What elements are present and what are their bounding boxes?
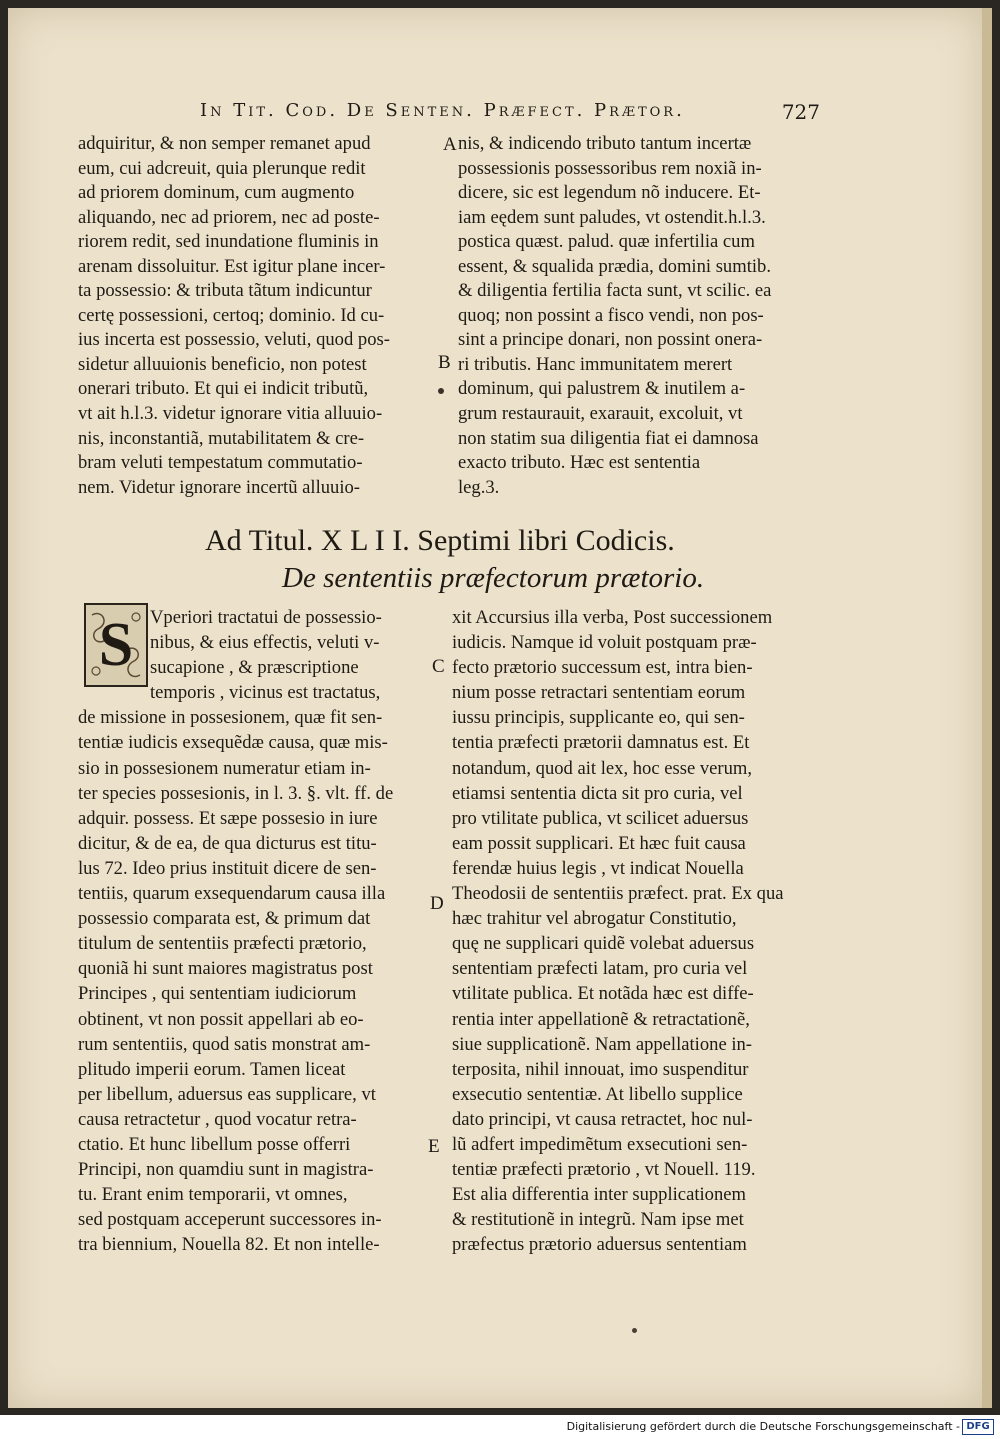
margin-letter-b: B (438, 352, 451, 373)
text-line: iudicis. Namque id voluit postquam præ- (452, 632, 757, 654)
text-line: ta possessio: & tributa tãtum indicuntur (78, 280, 372, 302)
text-line: exacto tributo. Hæc est sententia (458, 452, 701, 474)
text-line: tentiæ præfecti prætorio , vt Nouell. 119. (452, 1159, 756, 1181)
text-line: lus 72. Ideo prius instituit dicere de sen- (78, 857, 377, 879)
margin-letter-c: C (432, 656, 445, 677)
text-line: ctatio. Et hunc libellum posse offerri (78, 1133, 351, 1155)
text-line: tra biennium, Nouella 82. Et non intelle- (78, 1234, 380, 1256)
text-line: non statim sua diligentia fiat ei damnosa (458, 427, 759, 449)
text-line: sed postquam acceperunt successores in- (78, 1209, 382, 1231)
text-line: possessio comparata est, & primum dat (78, 908, 371, 930)
text-line: ferendæ huius legis , vt indicat Nouella (452, 857, 744, 879)
text-line: ad priorem dominum, cum augmento (78, 182, 355, 204)
text-line: de missione in possesionem, quæ fit sen- (78, 707, 383, 729)
ink-speck (632, 1328, 637, 1333)
margin-mark (438, 388, 444, 394)
text-line: dicitur, & de ea, de qua dicturus est titu- (78, 832, 377, 854)
page-edge (982, 8, 992, 1408)
text-line: Vperiori tractatui de possessio- (150, 607, 382, 628)
text-line: siue supplicationẽ. Nam appellatione in- (452, 1033, 752, 1055)
text-line: notandum, quod ait lex, hoc esse verum, (452, 757, 753, 779)
text-line: essent, & squalida prædia, domini sumtib. (458, 255, 771, 277)
text-line: hæc trahitur vel abrogatur Constitutio, (452, 908, 737, 930)
text-column-right-top (458, 132, 820, 500)
text-line: iussu principis, supplicante eo, qui sen- (452, 707, 745, 729)
text-line: eam possit supplicari. Et hæc fuit causa (452, 832, 746, 854)
text-line: Principi, non quamdiu sunt in magistra- (78, 1159, 374, 1181)
text-column-left-bottom (78, 705, 438, 1257)
text-line: rum sententiis, quod satis monstrat am- (78, 1033, 371, 1055)
text-line: nem. Videtur ignorare incertũ alluuio- (78, 476, 361, 498)
text-line: exsecutio sententiæ. At libello supplice (452, 1083, 743, 1105)
text-line: tentiis, quarum exsequendarum causa illa (78, 883, 386, 905)
text-line: sententiam præfecti latam, pro curia vel (452, 958, 748, 980)
text-line: onerari tributo. Et qui ei indicit tributũ, (78, 378, 369, 400)
text-line: ri tributis. Hanc immunitatem merert (458, 353, 733, 375)
running-head (200, 100, 820, 132)
text-line: grum restaurauit, exarauit, excoluit, vt (458, 403, 743, 425)
text-line: aliquando, nec ad priorem, nec ad poste- (78, 206, 380, 228)
text-line: quoq; non possint a fisco vendi, non pos- (458, 304, 764, 326)
text-line: nium posse retractari sententiam eorum (452, 682, 746, 704)
margin-letter-d: D (430, 893, 444, 914)
margin-letter-a: A (443, 134, 457, 155)
text-line: dominum, qui palustrem & inutilem a- (458, 378, 746, 400)
text-line: leg.3. (458, 476, 500, 498)
text-line: nibus, & eius effectis, veluti v- (150, 632, 380, 654)
text-line: sio in possesionem numeratur etiam in- (78, 757, 371, 779)
text-line: titulum de sententiis præfecti prætorio, (78, 933, 367, 955)
text-line: obtinent, vt non possit appellari ab eo- (78, 1008, 364, 1030)
text-line: Theodosii de sententiis præfect. prat. Ex qua (452, 883, 784, 905)
text-line: arenam dissoluitur. Est igitur plane incer- (78, 255, 386, 277)
text-line: & diligentia fertilia facta sunt, vt scilic. ea (458, 280, 772, 302)
text-line: temporis , vicinus est tractatus, (150, 682, 381, 704)
text-line: eum, cui adcreuit, quia plerunque redit (78, 157, 366, 179)
text-line: possessionis possessoribus rem noxiã in- (458, 157, 762, 179)
text-column-right-bottom (452, 605, 822, 1257)
running-title: In Tit. Cod. De Senten. Præfect. Prætor. (200, 100, 685, 121)
text-line: lũ adfert impedimẽtum exsecutioni sen- (452, 1133, 748, 1155)
text-column-left-initial-lines (150, 605, 435, 705)
text-line: quę ne supplicari quidẽ volebat aduersus (452, 933, 755, 955)
text-line: præfectus prætorio aduersus sententiam (452, 1234, 747, 1256)
margin-letter-e: E (428, 1136, 440, 1157)
text-line: sidetur alluuionis beneficio, non potest (78, 353, 367, 375)
text-line: bram veluti tempestatum commutatio- (78, 452, 363, 474)
text-line: dato principi, vt causa retractet, hoc nul- (452, 1108, 753, 1130)
text-line: fecto prætorio successum est, intra bien- (452, 657, 753, 679)
text-line: ter species possesionis, in l. 3. §. vlt. ff. de (78, 782, 394, 804)
text-line: terposita, nihil innouat, imo suspenditur (452, 1058, 749, 1080)
text-line: vt ait h.l.3. videtur ignorare vitia alluuio- (78, 403, 383, 425)
dfg-logo: DFG (962, 1419, 994, 1435)
footer-bar (0, 1415, 1000, 1439)
text-line: & restitutionẽ in integrũ. Nam ipse met (452, 1209, 744, 1231)
text-line: tentia præfecti prætorii damnatus est. Et (452, 732, 750, 754)
text-line: quoniã hi sunt maiores magistratus post (78, 958, 373, 980)
page-number: 727 (781, 100, 820, 124)
text-line: etiamsi sententia dicta sit pro curia, vel (452, 782, 743, 804)
text-line: Est alia differentia inter supplicationem (452, 1184, 746, 1206)
funding-credit: Digitalisierung gefördert durch die Deutsche Forschungsgemeinschaft - (566, 1420, 960, 1433)
text-line: certę possessioni, certoq; dominio. Id cu- (78, 304, 385, 326)
text-line: nis, & indicendo tributo tantum incertæ (458, 133, 752, 154)
text-line: plitudo imperii eorum. Tamen liceat (78, 1058, 346, 1080)
text-line: pro vtilitate publica, vt scilicet aduersus (452, 807, 749, 829)
text-line: nis, inconstantiã, mutabilitatem & cre- (78, 427, 365, 449)
text-line: tu. Erant enim temporarii, vt omnes, (78, 1184, 348, 1206)
text-line: rentia inter appellationẽ & retractationẽ, (452, 1008, 750, 1030)
text-line: dicere, sic est legendum nõ inducere. Et- (458, 182, 761, 204)
text-line: vtilitate publica. Et notãda hæc est diffe- (452, 983, 754, 1005)
text-line: sucapione , & præscriptione (150, 657, 359, 679)
section-title: Ad Titul. X L I I. Septimi libri Codicis. (205, 524, 675, 557)
text-line: postica quæst. palud. quæ infertilia cum (458, 231, 755, 253)
decorated-initial (84, 603, 148, 687)
text-line: sint a principe donari, non possint onera- (458, 329, 763, 351)
text-column-left-top (78, 132, 438, 500)
text-line: causa retractetur , quod vocatur retra- (78, 1108, 357, 1130)
text-line: adquir. possess. Et sæpe possesio in iure (78, 807, 378, 829)
text-line: iam eędem sunt paludes, vt ostendit.h.l.3. (458, 206, 766, 228)
text-line: riorem redit, sed inundatione fluminis in (78, 231, 379, 253)
initial-letter: S (98, 611, 134, 679)
text-line: xit Accursius illa verba, Post successionem (452, 607, 773, 628)
section-subtitle: De sententiis præfectorum prætorio. (282, 562, 705, 594)
text-line: per libellum, aduersus eas supplicare, vt (78, 1083, 376, 1105)
text-line: Principes , qui sententiam iudiciorum (78, 983, 357, 1005)
text-line: adquiritur, & non semper remanet apud (78, 133, 371, 154)
text-line: tentiæ iudicis exsequẽdæ causa, quæ mis- (78, 732, 388, 754)
text-line: ius incerta est possessio, veluti, quod pos- (78, 329, 390, 351)
